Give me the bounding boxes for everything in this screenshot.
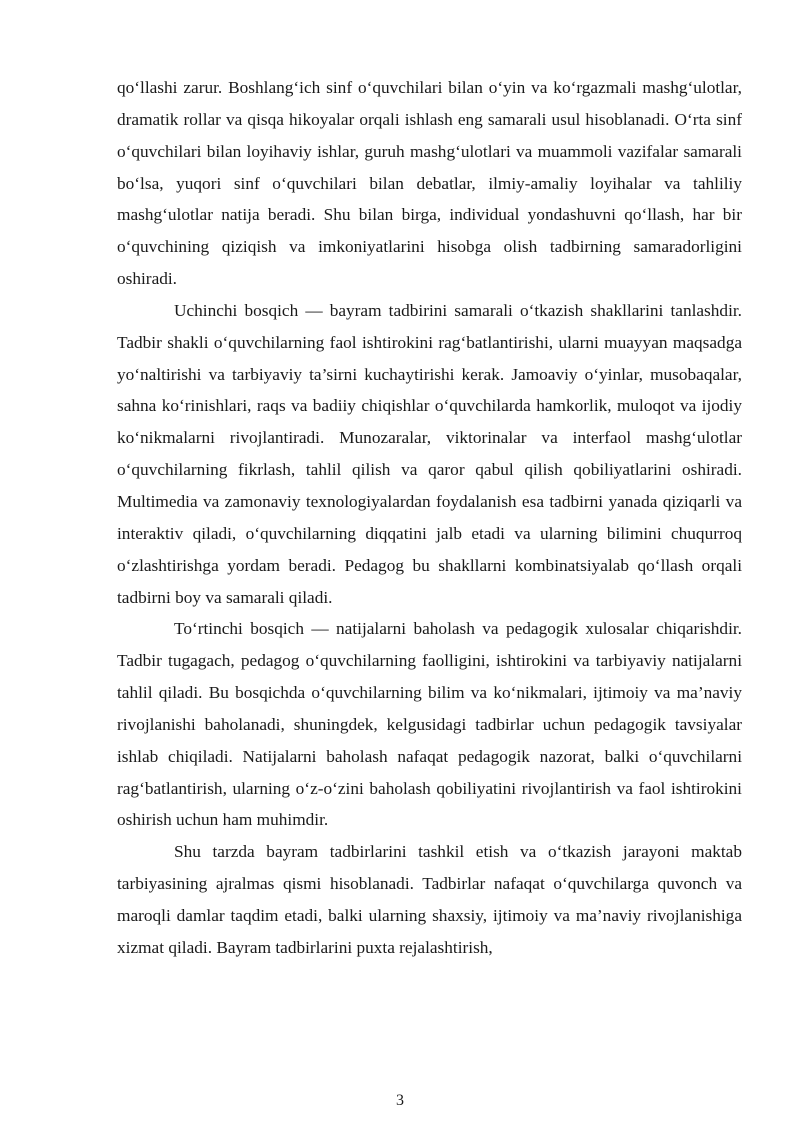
paragraph-fourth-stage: To‘rtinchi bosqich — natijalarni baholash va pedagogik xulosalar chiqarishdir. Tadbir tugagach, pedagog o‘quvchilarning faolligini, ishtirokini va tarbiyaviy natijalarni tahlil qiladi. Bu bosqichda o‘quvchilarning bilim va ko‘nikmalari, ijtimoiy va ma’naviy rivojlanishi baholanadi, shuningdek, kelgusidagi tadbirlar uchun pedagogik tavsiyalar ishlab chiqiladi. Natijalarni baholash nafaqat pedagogik nazorat, balki o‘quvchilarni rag‘batlantirish, ularning o‘z-o‘zini baholash qobiliyatini rivojlantirish va faol ishtirokini oshirish uchun ham muhimdir. [117,619,742,830]
paragraph-third-stage: Uchinchi bosqich — bayram tadbirini samarali o‘tkazish shakllarini tanlashdir. Tadbir shakli o‘quvchilarning faol ishtirokini rag‘batlantirishi, ularni muayyan maqsadga yo‘naltirishi va tarbiyaviy ta’sirni kuchaytirishi kerak. Jamoaviy o‘yinlar, musobaqalar, sahna ko‘rinishlari, raqs va badiiy chiqishlar o‘quvchilarda hamkorlik, muloqot va ijodiy ko‘nikmalarni rivojlantiradi. Munozaralar, viktorinalar va interfaol mashg‘ulotlar o‘quvchilarning fikrlash, tahlil qilish va qaror qabul qilish qobiliyatlarini oshiradi. Multimedia va zamonaviy texnologiyalardan foydalanish esa tadbirni yanada qiziqarli va interaktiv qiladi, o‘quvchilarning diqqatini jalb etadi va ularning bilimini chuqurroq o‘zlashtirishga yordam beradi. Pedagog bu shakllarni kombinatsiyalab qo‘llash orqali tadbirni boy va samarali qiladi. [117,300,742,607]
page-number: 3 [396,1092,404,1109]
body-text [117,72,742,964]
paragraph-continuation: qo‘llashi zarur. Boshlang‘ich sinf o‘quvchilari bilan o‘yin va ko‘rgazmali mashg‘ulotlar, dramatik rollar va qisqa hikoyalar orqali ishlash eng samarali usul hisoblanadi. O‘rta sinf o‘quvchilari bilan loyihaviy ishlar, guruh mashg‘ulotlari va muammoli vazifalar samarali bo‘lsa, yuqori sinf o‘quvchilari bilan debatlar, ilmiy-amaliy loyihalar va tahliliy mashg‘ulotlar natija beradi. Shu bilan birga, individual yondashuvni qo‘llash, har bir o‘quvchining qiziqish va imkoniyatlarini hisobga olish tadbirning samaradorligini oshiradi. [117,78,742,289]
paragraph-conclusion: Shu tarzda bayram tadbirlarini tashkil etish va o‘tkazish jarayoni maktab tarbiyasining ajralmas qismi hisoblanadi. Tadbirlar nafaqat o‘quvchilarga quvonch va maroqli damlar taqdim etadi, balki ularning shaxsiy, ijtimoiy va ma’naviy rivojlanishiga xizmat qiladi. Bayram tadbirlarini puxta rejalashtirish, [117,842,742,957]
